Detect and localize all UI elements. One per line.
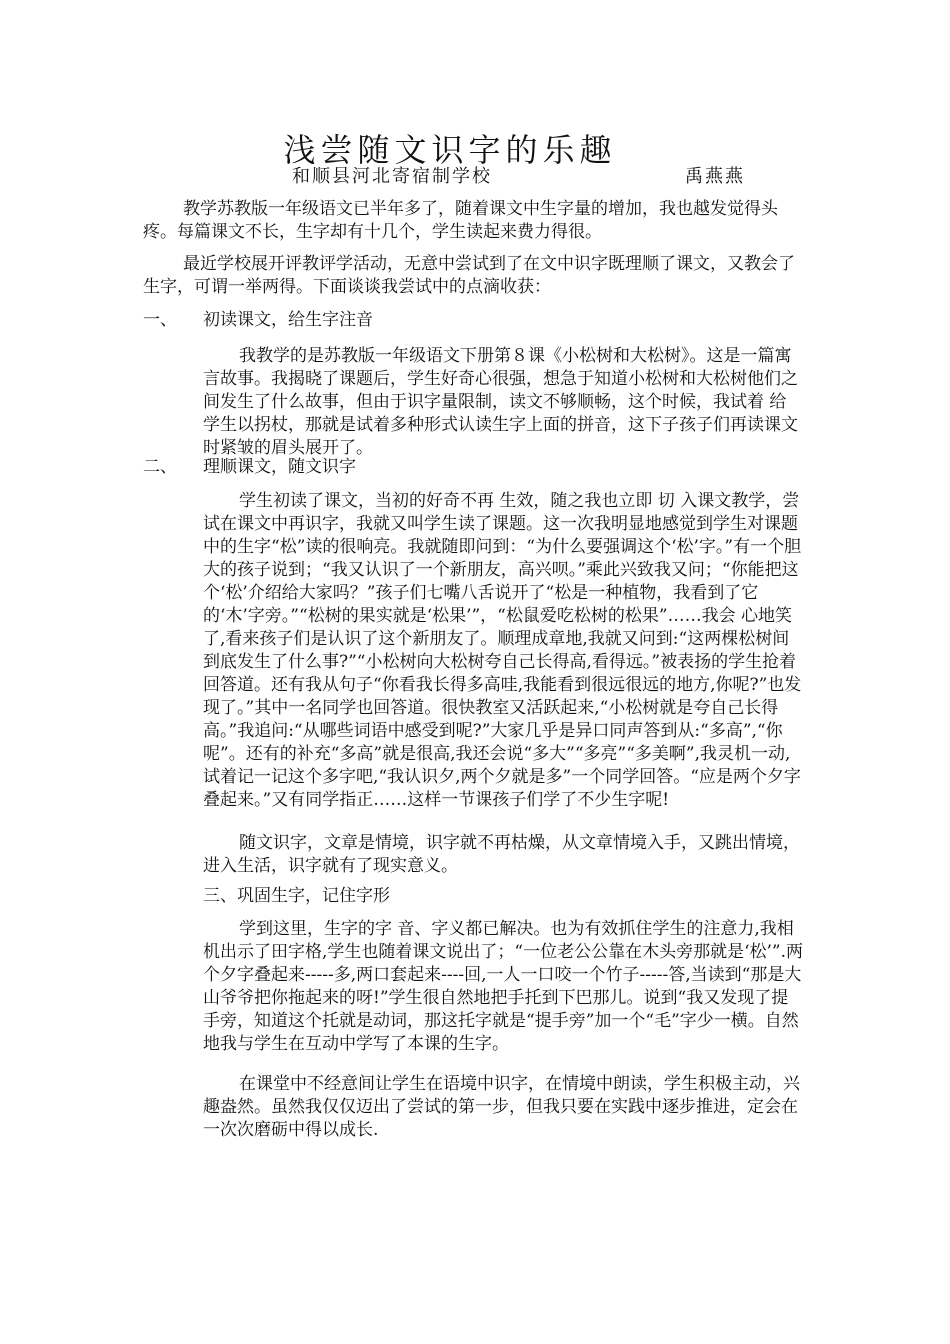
document-title: 浅尝随文识字的乐趣 <box>283 131 617 169</box>
section-1-number: 一、 <box>143 310 177 330</box>
section-3-heading: 三、巩固生字，记住字形 <box>203 886 390 906</box>
section-1-title: 初读课文，给生字注音 <box>203 310 373 330</box>
section-2-paragraph-1: 学生初读了课文，当初的好奇不再 生效，随之我也立即 切 入课文教学，尝试在课文中再识字，我就又叫学生读了课题。这一次我明显地感觉到学生对课题中的生字“松”读的很响亮。我就随即问到：“为什么要强调这个‘松’字。”有一个胆大的孩子说到；“我又认识了一个新朋友，高兴呗。”乘此兴致我又问；“你能把这个‘松’介绍给大家吗？”孩子们七嘴八舌说开了“松是一种植物，我看到了它的‘木’字旁。”“松树的果实就是‘松果’”，“松鼠爱吃松树的松果”……我会 心地笑了,看来孩子们是认识了这个新朋友了。顺理成章地,我就又问到:“这两棵松树间到底发生了什么事?”“小松树向大松树夸自己长得高,看得远。”被表扬的学生抢着回答道。还有我从句子“你看我长得多高哇,我能看到很远很远的地方,你呢?”也发现了。”其中一名同学也回答道。很快教室又活跃起来,“小松树就是夸自己长得高。”我追问:“从哪些词语中感受到呢?”大家几乎是异口同声答到从:“多高”,“你呢”。还有的补充“多高”就是很高,我还会说“多大”“多亮”“多美啊”,我灵机一动,试着记一记这个多字吧,“我认识夕,两个夕就是多”一个同学回答。“应是两个夕字叠起来。”又有同学指正……这样一节课孩子们学了不少生字呢! <box>203 491 802 810</box>
section-3-paragraph-2: 在课堂中不经意间让学生在语境中识字，在情境中朗读，学生积极主动，兴趣盎然。虽然我仅仅迈出了尝试的第一步，但我只要在实践中逐步推进，定会在一次次磨砺中得以成长. <box>203 1074 800 1140</box>
section-2-title: 理顺课文，随文识字 <box>203 457 356 477</box>
intro-paragraph-1: 教学苏教版一年级语文已半年多了，随着课文中生字量的增加，我也越发觉得头疼。每篇课文不长，生字却有十几个，学生读起来费力得很。 <box>143 199 778 242</box>
section-3-paragraph-1: 学到这里，生字的字 音、字义都已解决。也为有效抓住学生的注意力,我相机出示了田字格,学生也随着课文说出了；“一位老公公靠在木头旁那就是‘松’”.两个夕字叠起来-----多,两口套起来----回,一人一口咬一个竹子-----答,当读到“那是大山爷爷把你拖起来的呀!”学生很自然地把手托到下巴那儿。说到“我又发现了提手旁，知道这个托就是动词，那这托字就是“提手旁”加一个“毛”字少一横。自然地我与学生在互动中学写了本课的生字。 <box>203 919 803 1054</box>
section-1-heading <box>143 309 373 332</box>
intro-paragraph-2: 最近学校展开评教评学活动，无意中尝试到了在文中识字既理顺了课文，又教会了生字，可谓一举两得。下面谈谈我尝试中的点滴收获： <box>143 254 795 297</box>
author-name: 禹燕燕 <box>685 166 745 187</box>
section-2-number: 二、 <box>143 457 177 477</box>
school-name: 和顺县河北寄宿制学校 <box>292 166 492 187</box>
section-2-paragraph-2: 随文识字，文章是情境，识字就不再枯燥，从文章情境入手，又跳出情境，进入生活，识字就有了现实意义。 <box>203 833 800 876</box>
section-1-paragraph-1: 我教学的是苏教版一年级语文下册第８课《小松树和大松树》。这是一篇寓言故事。我揭晓了课题后，学生好奇心很强，想急于知道小松树和大松树他们之间发生了什么故事，但由于识字量限制，读文不够顺畅，这个时候，我试着 给学生以拐杖，那就是试着多种形式认读生字上面的拼音，这下子孩子们再读课文时紧皱的眉头展开了。 <box>203 346 798 458</box>
section-2-heading <box>143 456 356 479</box>
